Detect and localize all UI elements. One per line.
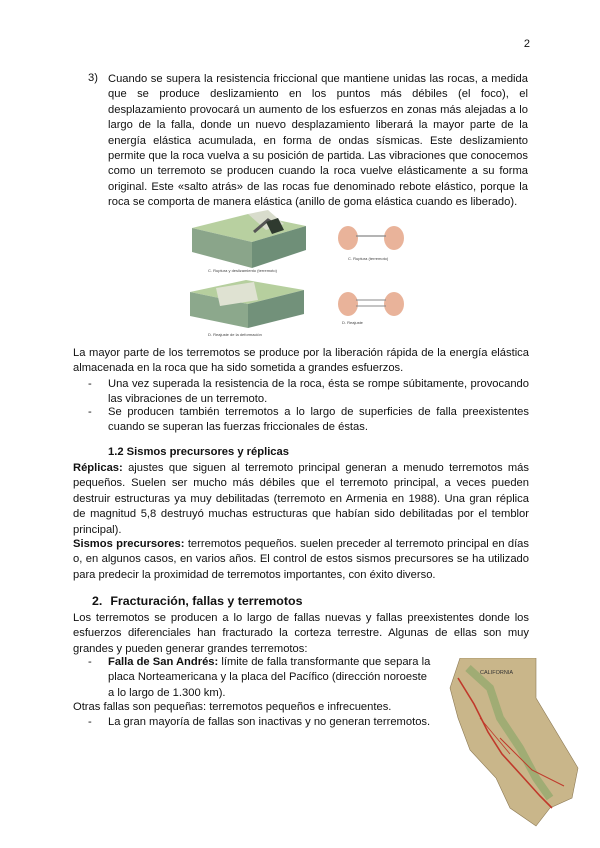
inactive-faults-bullet: - La gran mayoría de fallas son inactivas y no generan terremotos.	[88, 716, 431, 728]
caption-c: C. Ruptura y deslizamiento (terremoto)	[208, 268, 277, 273]
precursores-label: Sismos precursores:	[73, 538, 185, 550]
san-andres-bullet: - Falla de San Andrés: límite de falla transformante que separa la placa Norteamericana y la placa del Pacífico (dirección noroeste a lo largo de 1.300 km).	[88, 656, 431, 699]
fallas-paragraph: Los terremotos se producen a lo largo de fallas nuevas y fallas preexistentes donde los esfuerzos diferenciales han fracturado la corteza terrestre. Algunas de ellas son muy grandes y pueden generar grandes terremotos:	[73, 612, 529, 655]
replicas-label: Réplicas:	[73, 462, 123, 474]
san-andres-text: límite de falla transformante que separa la placa Norteamericana y la placa del Pacífico (dirección noroeste a lo largo de 1.300 km).	[108, 656, 431, 699]
replicas-paragraph	[73, 461, 529, 538]
hands-diagram-c	[338, 226, 404, 250]
caption-d: D. Reajuste de la deformación	[208, 332, 262, 337]
numbered-item-3	[88, 72, 528, 211]
hands-diagram-d	[338, 292, 404, 316]
replicas-text: ajustes que siguen al terremoto principal generan a menudo terremotos más pequeños. Suelen ser mucho más débiles que el terremoto principal, a veces pueden destruir estructuras ya muy debilitadas (terremoto en Armenia en 1988). Una gran réplica de magnitud 5,8 destruyó muchas estructuras que habían sido debilitadas por el temblor principal).	[73, 462, 529, 536]
energy-bullet-1: - Una vez superada la resistencia de la roca, ésta se rompe súbitamente, provocando las vibraciones de un terremoto.	[88, 378, 529, 406]
item-number: 3)	[88, 72, 98, 84]
section-1-2-heading: 1.2 Sismos precursores y réplicas	[108, 446, 289, 458]
item-text: Cuando se supera la resistencia friccional que mantiene unidas las rocas, a medida que se produce deslizamiento en los puntos más débiles (el foco), el desplazamiento provocará un aumento de los esfuerzos en zonas más alejadas a lo largo de la falla, donde un nuevo desplazamiento liberará la mayor parte de la energía elástica acumulada, en forma de ondas sísmicas. Este deslizamiento permite que la roca vuelva a su posición de partida. Las vibraciones que conocemos como un terremoto se producen cuando la roca vuelve elásticamente a su forma original. Este «salto atrás» de las rocas fue denominado rebote elástico, porque la roca se comporta de manera elástica (anillo de goma elástica cuando es liberado).	[108, 73, 528, 209]
precursores-paragraph	[73, 537, 529, 583]
san-andres-label: Falla de San Andrés:	[108, 656, 219, 668]
block-diagram-d	[190, 280, 304, 328]
caption-c2: C. Ruptura (terremoto)	[348, 256, 389, 261]
energy-paragraph: La mayor parte de los terremotos se produce por la liberación rápida de la energía elástica almacenada en la roca que ha sido sometida a grandes esfuerzos.	[73, 347, 529, 375]
section-2-heading: 2. Fracturación, fallas y terremotos	[92, 594, 303, 608]
caption-d2: D. Reajuste	[342, 320, 363, 325]
page-number: 2	[523, 38, 530, 50]
energy-bullet-2: - Se producen también terremotos a lo largo de superficies de falla preexistentes cuando se superan las fuerzas friccionales de éstas.	[88, 406, 529, 434]
san-andreas-fault-map	[440, 658, 580, 830]
elastic-rebound-figure	[188, 210, 418, 342]
block-diagram-c	[192, 210, 306, 268]
map-label-california: CALIFORNIA	[480, 670, 514, 676]
small-faults-paragraph: Otras fallas son pequeñas: terremotos pequeños e infrecuentes.	[73, 701, 392, 713]
precursores-text: terremotos pequeños. suelen preceder al terremoto principal en días o, en algunos casos, en varios años. El control de estos sismos precursores se ha utilizado para predecir la proximidad de terremotos importantes, con éxito diverso.	[73, 538, 529, 581]
